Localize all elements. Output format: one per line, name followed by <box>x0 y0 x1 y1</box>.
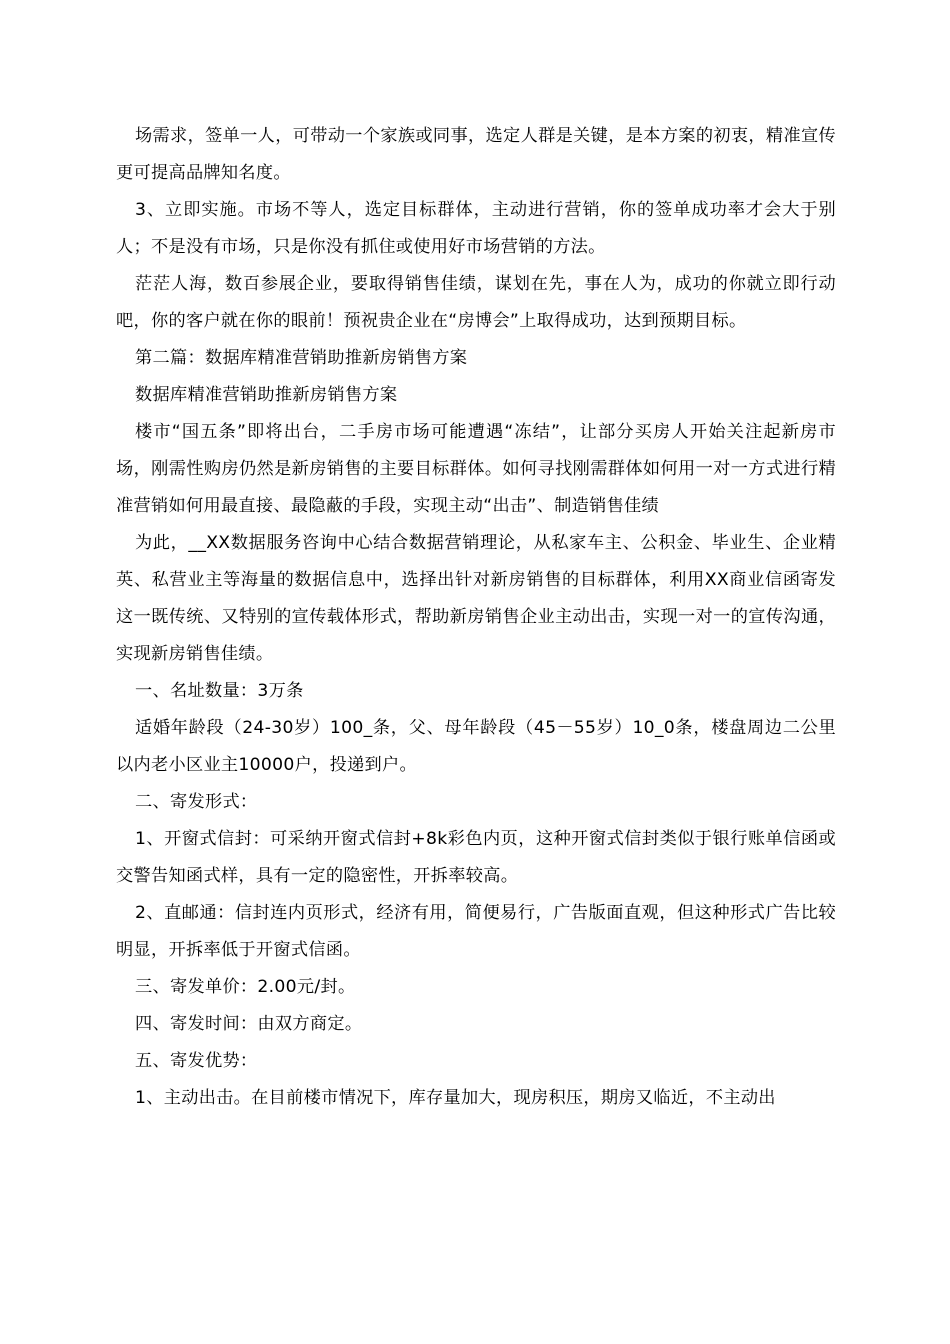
document-title: 数据库精准营销助推新房销售方案 <box>135 385 398 405</box>
list-heading: 二、寄发形式： <box>135 792 258 812</box>
section-heading: 第二篇：数据库精准营销助推新房销售方案 <box>135 348 468 368</box>
list-heading: 一、名址数量：3万条 <box>135 681 304 701</box>
paragraph: 3、立即实施。市场不等人，选定目标群体，主动进行营销，你的签单成功率才会大于别人；不是没有市场，只是你没有抓住或使用好市场营销的方法。 <box>116 200 836 257</box>
list-heading: 三、寄发单价：2.00元/封。 <box>135 977 356 997</box>
paragraph: 场需求，签单一人，可带动一个家族或同事，选定人群是关键，是本方案的初衷，精准宣传更可提高品牌知名度。 <box>116 126 836 183</box>
list-item: 2、直邮通：信封连内页形式，经济有用，简便易行，广告版面直观，但这种形式广告比较明显，开拆率低于开窗式信函。 <box>116 903 836 960</box>
list-heading: 五、寄发优势： <box>135 1051 258 1071</box>
list-item: 1、开窗式信封：可采纳开窗式信封+8k彩色内页，这种开窗式信封类似于银行账单信函或交警告知函式样，具有一定的隐密性，开拆率较高。 <box>116 829 836 886</box>
document-body <box>116 118 836 1117</box>
list-heading: 四、寄发时间：由双方商定。 <box>135 1014 363 1034</box>
paragraph: 楼市“国五条”即将出台，二手房市场可能遭遇“冻结”，让部分买房人开始关注起新房市场，刚需性购房仍然是新房销售的主要目标群体。如何寻找刚需群体如何用一对一方式进行精准营销如何用最直接、最隐蔽的手段，实现主动“出击”、制造销售佳绩 <box>116 422 836 516</box>
paragraph: 适婚年龄段（24-30岁）100_条，父、母年龄段（45－55岁）10_0条，楼盘周边二公里以内老小区业主10000户，投递到户。 <box>116 718 836 775</box>
list-item: 1、主动出击。在目前楼市情况下，库存量加大，现房积压，期房又临近，不主动出 <box>135 1088 776 1108</box>
paragraph: 茫茫人海，数百参展企业，要取得销售佳绩，谋划在先，事在人为，成功的你就立即行动吧，你的客户就在你的眼前！预祝贵企业在“房博会”上取得成功，达到预期目标。 <box>116 274 836 331</box>
paragraph: 为此，__XX数据服务咨询中心结合数据营销理论，从私家车主、公积金、毕业生、企业精英、私营业主等海量的数据信息中，选择出针对新房销售的目标群体，利用XX商业信函寄发这一既传统、又特别的宣传载体形式，帮助新房销售企业主动出击，实现一对一的宣传沟通，实现新房销售佳绩。 <box>116 533 836 664</box>
